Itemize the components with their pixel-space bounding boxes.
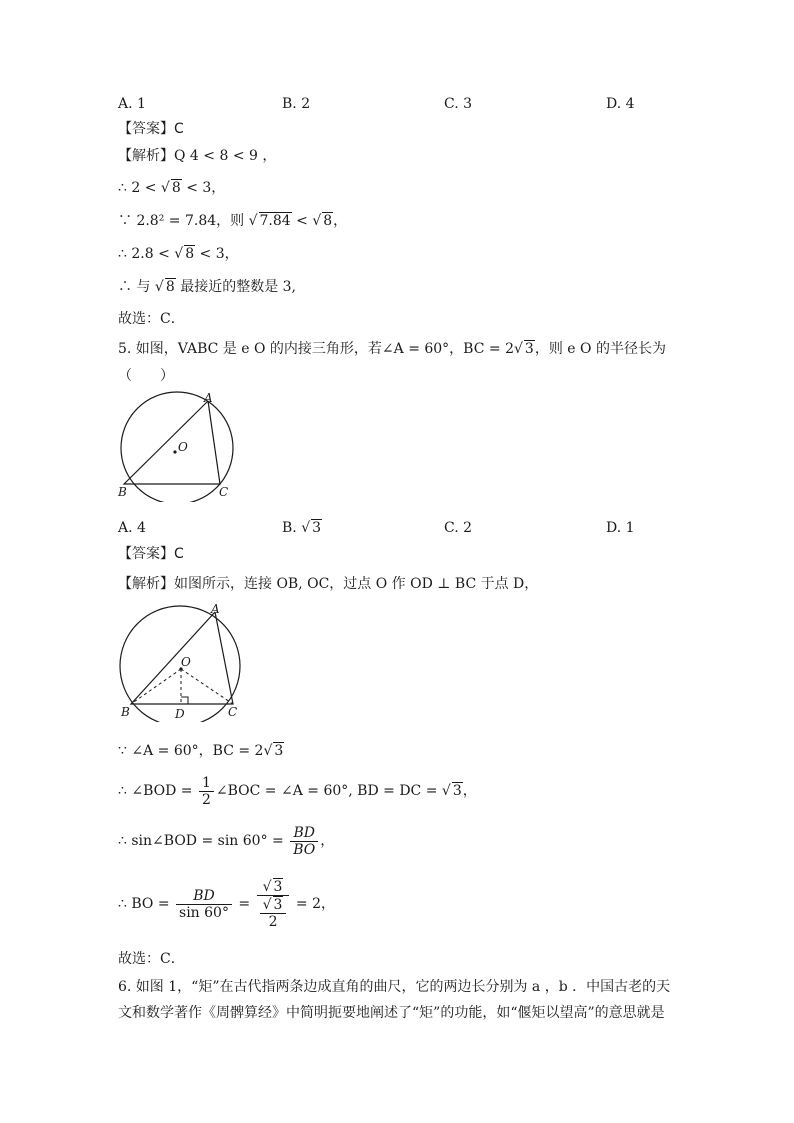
conclusion-line: 故选：C．	[118, 311, 185, 327]
analysis-text: Q 4 < 8 < 9 ，	[174, 148, 277, 164]
step-line: ∴ 2.8 < √ 8 < 3，	[118, 246, 239, 262]
text-segment: ∴ 2.8 <	[118, 246, 175, 262]
text-segment: ∴ ∠BOD =	[118, 783, 197, 799]
label-a: A	[211, 602, 220, 616]
text-segment: 5. 如图，VABC 是 e O 的内接三角形，若∠A = 60°，BC = 2	[118, 341, 514, 357]
text-segment: ∠BOC = ∠A = 60°, BD = DC =	[215, 783, 442, 799]
text-segment: ，则 e O 的半径长为	[534, 341, 666, 357]
circle-triangle-height-figure	[112, 600, 247, 722]
answer-line	[118, 544, 184, 564]
option-b: B. 2	[282, 96, 311, 112]
radical: 3	[524, 341, 534, 357]
numerator: √ 3	[260, 896, 287, 914]
text-segment: ∴ 2 <	[118, 180, 161, 196]
text-segment: ∴ 与	[118, 279, 155, 295]
radical: 3	[312, 520, 322, 536]
text-segment: ∴ sin∠BOD = sin 60° =	[118, 833, 289, 849]
label-d: D	[175, 707, 185, 721]
answer-label: 【答案】C	[118, 546, 184, 562]
radical: 8	[323, 213, 333, 229]
text-segment: < 3，	[195, 246, 239, 262]
text-segment: ，	[320, 833, 335, 849]
label-b: B	[118, 485, 127, 499]
segment-ob	[131, 669, 181, 704]
answer-label: 【答案】C	[118, 121, 184, 137]
step-line: ∴ ∠BOD = $\frac{1}{2}$ ∠BOC = ∠A = 60°, BD = DC = √ 3，	[118, 774, 477, 808]
text-segment: ∵ ∠A = 60°，BC = 2	[118, 743, 264, 759]
circle-o	[121, 392, 233, 502]
center-point	[173, 450, 176, 453]
label-c: C	[219, 485, 229, 499]
fraction	[290, 825, 318, 858]
segment-oc	[181, 669, 233, 704]
circle-triangle-figure	[112, 390, 242, 502]
analysis-label: 【解析】	[118, 576, 174, 592]
radical: 3	[274, 743, 284, 759]
text-segment: = 2，	[291, 896, 335, 912]
numerator: BD	[176, 888, 232, 905]
denominator: 2	[201, 791, 211, 808]
text-segment: 最接近的整数是 3,	[175, 279, 297, 295]
denominator: sin 60°	[179, 904, 229, 921]
radical: 3	[273, 897, 283, 913]
analysis-label: 【解析】	[118, 148, 174, 164]
numerator: 1	[199, 775, 214, 792]
question-stem: 文和数学著作《周髀算经》中简明扼要地阐述了“矩”的功能，如“偃矩以望高”的意思就是	[118, 1005, 665, 1021]
denominator	[257, 896, 290, 930]
option-b: B. √ 3	[282, 520, 322, 536]
analysis-line	[118, 146, 276, 166]
step-line: ∵ 2.8² = 7.84，则 √ 7.84 < √ 8，	[118, 213, 348, 229]
label-o: O	[178, 440, 188, 454]
right-angle-mark	[181, 697, 188, 704]
triangle-abc	[124, 401, 220, 484]
text-segment: ∴ BO =	[118, 896, 175, 912]
fraction	[199, 775, 214, 808]
numerator: BD	[290, 825, 318, 842]
option-c: C. 2	[444, 520, 473, 536]
label-o: O	[181, 655, 191, 669]
step-line: ∴ 2 < √ 8 < 3，	[118, 180, 226, 196]
step-line: ∵ ∠A = 60°，BC = 2√ 3	[118, 743, 284, 759]
compound-fraction	[257, 878, 290, 930]
step-line: ∴ 与 √ 8 最接近的整数是 3,	[118, 279, 297, 295]
step-line	[118, 823, 334, 859]
text-segment: B.	[282, 520, 302, 536]
option-a: A. 4	[118, 520, 146, 536]
inner-fraction	[260, 896, 287, 930]
denominator: BO	[293, 841, 316, 858]
option-d: D. 4	[606, 96, 635, 112]
answer-line	[118, 119, 184, 139]
radical: 3	[273, 879, 283, 895]
question-stem: 5. 如图，VABC 是 e O 的内接三角形，若∠A = 60°，BC = 2√ 3，则 e O 的半径长为	[118, 341, 666, 357]
analysis-text: 如图所示，连接 OB, OC，过点 O 作 OD ⊥ BC 于点 D，	[174, 576, 539, 592]
analysis-line	[118, 574, 538, 594]
label-b: B	[121, 705, 130, 719]
text-segment: ，	[333, 213, 348, 229]
text-segment: ∵ 2.8² = 7.84，则	[118, 213, 249, 229]
question-stem: 6. 如图 1，“矩”在古代指两条边成直角的曲尺，它的两边长分别为 a ，b ．中国古老的天	[118, 979, 671, 995]
answer-parentheses: （ ）	[118, 368, 174, 384]
label-c: C	[228, 705, 238, 719]
radical: 7.84	[259, 213, 291, 229]
option-a: A. 1	[118, 96, 146, 112]
radical: 8	[165, 279, 175, 295]
radical: 3	[452, 783, 462, 799]
numerator: √ 3	[257, 878, 290, 896]
radical: 8	[185, 246, 195, 262]
option-d: D. 1	[606, 520, 635, 536]
label-a: A	[204, 391, 213, 405]
text-segment: ，	[462, 783, 477, 799]
option-c: C. 3	[444, 96, 473, 112]
radical: 8	[171, 180, 181, 196]
text-segment: =	[233, 896, 255, 912]
conclusion-line: 故选：C．	[118, 951, 185, 967]
fraction	[176, 888, 232, 921]
denominator: 2	[268, 914, 278, 930]
step-line	[118, 872, 335, 936]
text-segment: <	[291, 213, 313, 229]
text-segment: < 3，	[181, 180, 226, 196]
